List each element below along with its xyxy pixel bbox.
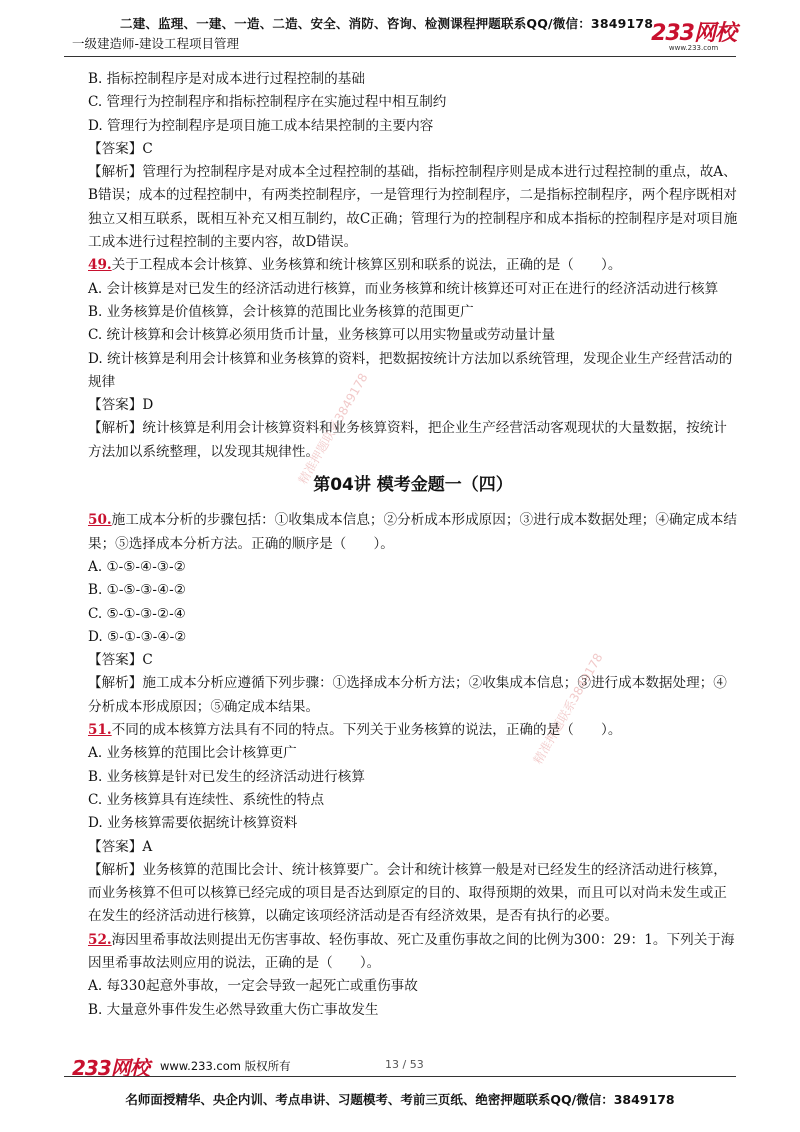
question-option: C. 统计核算和会计核算必须用货币计量，业务核算可以用实物量或劳动量计量: [88, 327, 556, 344]
answer-label: 【答案】D: [88, 397, 154, 414]
question-option: C. 业务核算具有连续性、系统性的特点: [88, 791, 325, 808]
question-option: B. 大量意外事件发生必然导致重大伤亡事故发生: [88, 1001, 379, 1018]
footer-promo: 名师面授精华、央企内训、考点串讲、习题模考、考前三页纸、绝密押题联系QQ/微信：3849178: [125, 1092, 675, 1107]
question-option: D. 管理行为控制程序是项目施工成本结果控制的主要内容: [88, 117, 434, 134]
question-stem: [88, 509, 738, 556]
footer-logo: 233网校: [72, 1056, 149, 1080]
question-stem: [88, 254, 738, 277]
question-text: 不同的成本核算方法具有不同的特点。下列关于业务核算的说法，正确的是（ ）。: [111, 722, 622, 739]
question-option: D. 业务核算需要依据统计核算资料: [88, 815, 298, 832]
question-option: B. ①-⑤-③-④-②: [88, 582, 186, 599]
question-option: C. 管理行为控制程序和指标控制程序在实施过程中相互制约: [88, 94, 447, 111]
answer-label: 【答案】C: [88, 140, 153, 157]
footer-divider: [64, 1076, 736, 1077]
question-option: C. ⑤-①-③-②-④: [88, 605, 186, 622]
question-option: D. ⑤-①-③-④-②: [88, 628, 187, 645]
analysis-text: 【解析】管理行为控制程序是对成本全过程控制的基础，指标控制程序则是成本进行过程控制的重点，故A、B错误；成本的过程控制中，有两类控制程序，一是管理行为控制程序，二是指标控制程序，两个程序既相对独立又相互联系，既相互补充又相互制约，故C正确；管理行为的控制程序和成本指标的控制程序是对项目施工成本进行过程控制的主要内容，故D错误。: [88, 164, 738, 251]
section-title: 第04讲 模考金题一（四）: [313, 475, 513, 496]
question-option: A. ①-⑤-④-③-②: [88, 558, 186, 575]
document-body: [88, 68, 738, 1022]
question-number: 51.: [88, 722, 112, 739]
question-number: 50.: [88, 512, 112, 529]
watermark: 精准押题联系3849178: [530, 650, 606, 767]
question-number: 49.: [88, 257, 112, 274]
question-stem: [88, 929, 738, 976]
site-logo: [651, 16, 736, 52]
question-option: A. 业务核算的范围比会计核算更广: [88, 745, 297, 762]
question-stem: [88, 719, 738, 742]
analysis-text: 【解析】业务核算的范围比会计、统计核算要广。会计和统计核算一般是对已经发生的经济活动进行核算，而业务核算不但可以核算已经完成的项目是否达到原定的目的、取得预期的效果，而且可以对尚未发生或正在发生的经济活动进行核算，以确定该项经济活动是否有经济效果，是否有执行的必要。: [88, 861, 727, 925]
header-course-title: 一级建造师-建设工程项目管理: [72, 36, 240, 51]
watermark: 精准押题联系3849178: [295, 370, 371, 487]
question-text: 关于工程成本会计核算、业务核算和统计核算区别和联系的说法，正确的是（ ）。: [111, 257, 622, 274]
question-text: 施工成本分析的步骤包括：①收集成本信息；②分析成本形成原因；③进行成本数据处理；④确定成本结果；⑤选择成本分析方法。正确的顺序是（ ）。: [88, 512, 737, 552]
question-option: B. 业务核算是价值核算，会计核算的范围比业务核算的范围更广: [88, 303, 474, 320]
question-option: D. 统计核算是利用会计核算和业务核算的资料，把数据按统计方法加以系统管理，发现企业生产经营活动的规律: [88, 350, 733, 390]
question-option: A. 每330起意外事故，一定会导致一起死亡或重伤事故: [88, 978, 418, 995]
logo-url: www.233.com: [668, 44, 719, 52]
header-promo: 二建、监理、一建、一造、二造、安全、消防、咨询、检测课程押题联系QQ/微信：3849178: [120, 16, 654, 31]
logo-text: 233网校: [651, 21, 736, 46]
footer-copyright: www.233.com 版权所有: [160, 1059, 291, 1073]
analysis-text: 【解析】统计核算是利用会计核算资料和业务核算资料，把企业生产经营活动客观现状的大量数据，按统计方法加以系统整理，以发现其规律性。: [88, 420, 727, 460]
analysis-text: 【解析】施工成本分析应遵循下列步骤：①选择成本分析方法；②收集成本信息；③进行成本数据处理；④分析成本形成原因；⑤确定成本结果。: [88, 675, 727, 715]
question-option: A. 会计核算是对已发生的经济活动进行核算，而业务核算和统计核算还可对正在进行的经济活动进行核算: [88, 280, 719, 297]
page-number: 13 / 53: [385, 1058, 424, 1071]
answer-label: 【答案】C: [88, 652, 153, 669]
header-divider: [64, 56, 736, 57]
question-option: B. 指标控制程序是对成本进行过程控制的基础: [88, 71, 365, 87]
question-number: 52.: [88, 931, 112, 948]
question-option: B. 业务核算是针对已发生的经济活动进行核算: [88, 768, 365, 785]
answer-label: 【答案】A: [88, 838, 153, 855]
question-text: 海因里希事故法则提出无伤害事故、轻伤事故、死亡及重伤事故之间的比例为300：29：1。下列关于海因里希事故法则应用的说法，正确的是（ ）。: [88, 931, 735, 971]
